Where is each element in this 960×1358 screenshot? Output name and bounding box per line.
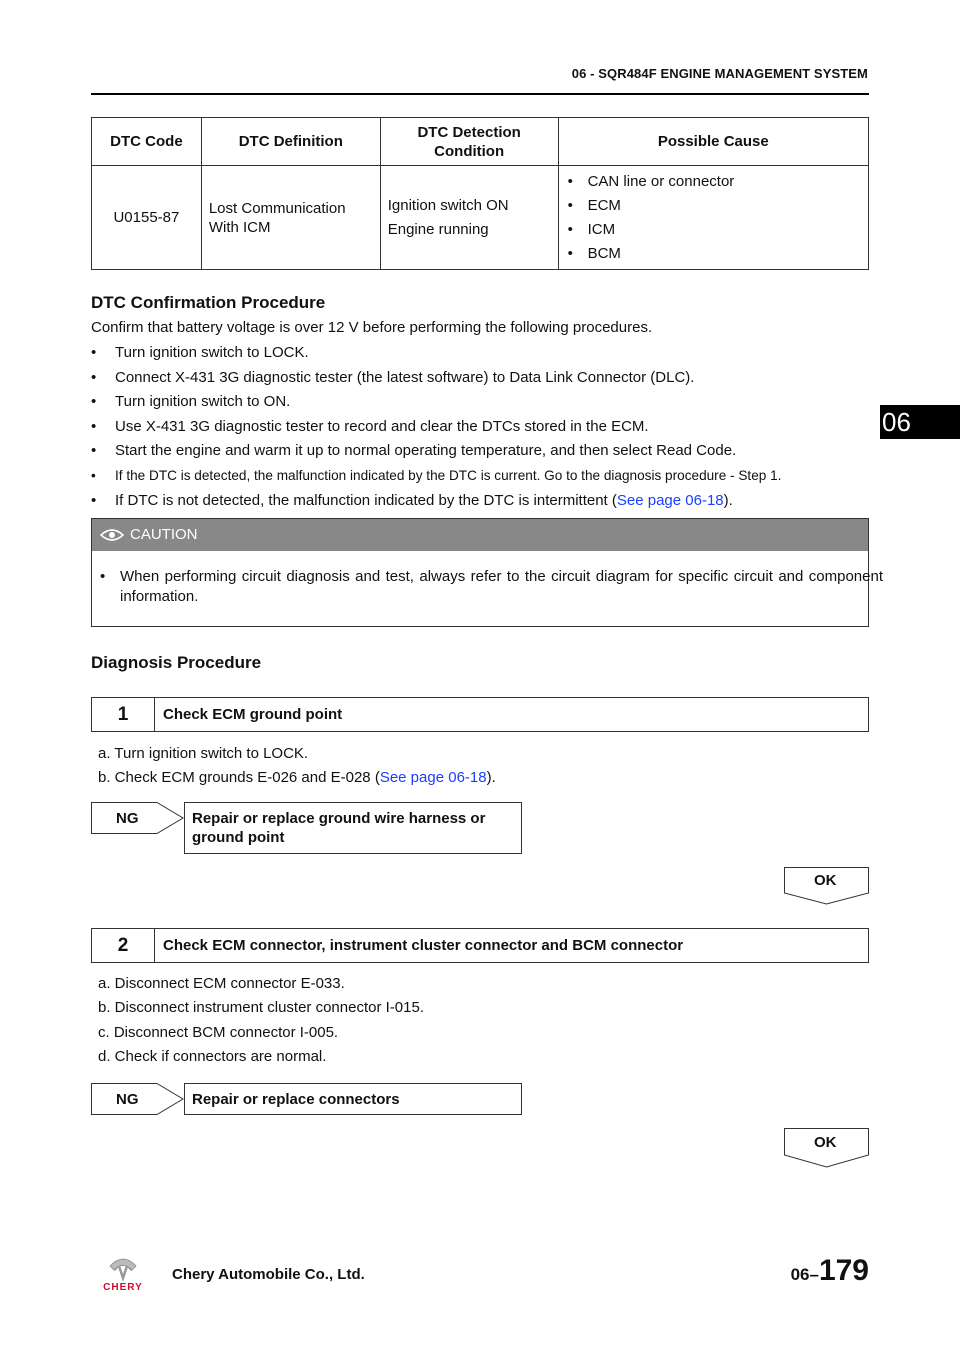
list-item: • Turn ignition switch to LOCK. [91,343,876,368]
list-item [91,491,876,516]
see-page-link[interactable]: See page 06-18 [616,491,724,509]
col-header-definition: DTC Definition [201,118,380,166]
list-item: • Start the engine and warm it up to normal operating temperature, and then select Read Code. [91,441,876,466]
step-number: 2 [92,929,155,962]
page-number [791,1254,869,1288]
chery-logo [92,1256,154,1292]
col-header-condition: DTC Detection Condition [380,118,558,166]
step-1-item-a: a. Turn ignition switch to LOCK. [98,745,309,762]
step-title: Check ECM connector, instrument cluster connector and BCM connector [163,937,684,954]
item-text: b. Check ECM grounds E-026 and E-028 ( [98,769,380,786]
see-page-link[interactable]: See page 06-18 [379,769,487,786]
step-2-item-d: d. Check if connectors are normal. [98,1048,327,1065]
list-item-text: If DTC is not detected, the malfunction indicated by the DTC is intermittent ( [115,491,617,509]
header-rule [91,93,869,95]
diagnosis-heading: Diagnosis Procedure [91,653,262,672]
caution-label: CAUTION [130,526,198,543]
step-1-box [91,697,869,732]
step-1-item-b [98,769,496,786]
confirmation-steps [91,343,876,515]
caution-text: • When performing circuit diagnosis and test, always refer to the circuit diagram for specific circuit and component information. [100,567,883,607]
footer-company: Chery Automobile Co., Ltd. [172,1266,365,1283]
cause-item: • CAN line or connector [568,172,867,191]
cause-item: • ICM [568,220,867,239]
step-2-item-b: b. Disconnect instrument cluster connector I-015. [98,999,424,1016]
item-text: ). [486,769,496,786]
page-prefix: 06– [790,1265,819,1284]
dtc-table [91,117,869,270]
step-2-item-c: c. Disconnect BCM connector I-005. [98,1024,339,1041]
table-row [92,166,869,270]
step-title: Check ECM ground point [163,706,343,723]
caution-box [91,518,883,627]
dtc-conditions [380,166,558,270]
confirmation-intro: Confirm that battery voltage is over 12 V before performing the following procedures. [91,319,653,336]
cause-item: • ECM [568,196,867,215]
ok-label: OK [814,1134,837,1151]
confirmation-heading: DTC Confirmation Procedure [91,293,326,312]
section-tab: 06 [880,405,960,439]
list-item: • Turn ignition switch to ON. [91,392,876,417]
ng-action-box: Repair or replace connectors [184,1083,522,1115]
page-header-title: 06 - SQR484F ENGINE MANAGEMENT SYSTEM [571,66,868,81]
dtc-code: U0155-87 [92,166,202,270]
list-item: • Use X-431 3G diagnostic tester to record and clear the DTCs stored in the ECM. [91,417,876,442]
cause-item: • BCM [568,244,867,263]
svg-text:CHERY: CHERY [103,1282,143,1292]
dtc-table-header-row [92,118,869,166]
step-number: 1 [92,698,155,731]
step-2-box [91,928,869,963]
ok-label: OK [814,872,837,889]
dtc-definition: Lost Communication With ICM [201,166,380,270]
col-header-code: DTC Code [92,118,202,166]
ng-action-box: Repair or replace ground wire harness or ground point [184,802,522,854]
col-header-cause: Possible Cause [558,118,868,166]
condition-item: Engine running [387,221,489,238]
list-item: • Connect X-431 3G diagnostic tester (the latest software) to Data Link Connector (DLC). [91,368,876,393]
ng-label: NG [116,1091,139,1108]
condition-item: Ignition switch ON [387,197,509,214]
list-item-text: ). [723,491,733,509]
caution-header [92,519,868,551]
list-item: • If the DTC is detected, the malfunction indicated by the DTC is current. Go to the diagnosis procedure - Step 1. [91,466,876,491]
dtc-causes [558,166,868,270]
step-2-item-a: a. Disconnect ECM connector E-033. [98,975,345,992]
eye-icon [100,528,124,542]
page-number-value: 179 [818,1254,869,1287]
ng-label: NG [116,810,139,827]
